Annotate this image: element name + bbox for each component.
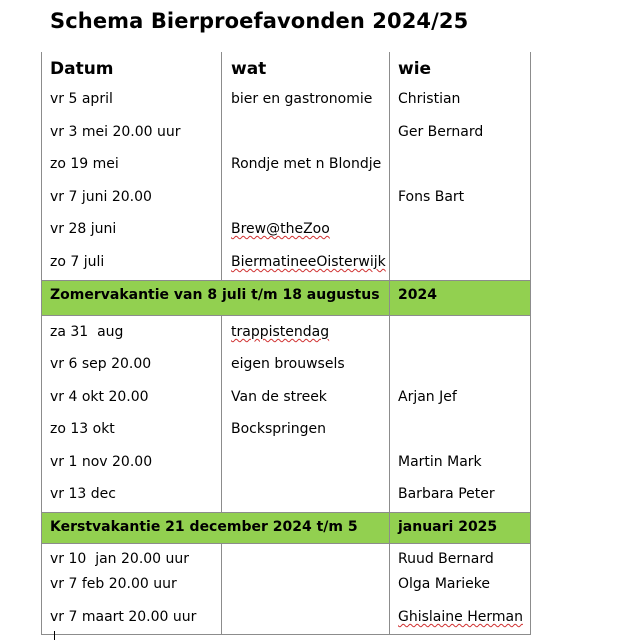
row-activity: Van de streek <box>231 389 327 405</box>
page-title: Schema Bierproefavonden 2024/25 <box>50 9 469 33</box>
row-date: vr 5 april <box>50 91 113 107</box>
header-wie: wie <box>398 59 432 79</box>
row-date: vr 7 juni 20.00 <box>50 189 152 205</box>
row-hosts: Christian <box>398 91 461 107</box>
row-activity: Brew@theZoo <box>231 221 330 237</box>
christmas-band-top <box>41 512 531 513</box>
row-activity: BiermatineeOisterwijk <box>231 254 386 270</box>
column-divider-1 <box>221 52 222 280</box>
column-divider-1c <box>221 543 222 635</box>
row-hosts: Ghislaine Herman <box>398 609 523 625</box>
row-date: zo 7 juli <box>50 254 105 270</box>
row-date: vr 4 okt 20.00 <box>50 389 149 405</box>
row-date: vr 3 mei 20.00 uur <box>50 124 181 140</box>
row-date: vr 13 dec <box>50 486 116 502</box>
row-date: vr 6 sep 20.00 <box>50 356 152 372</box>
row-hosts: Ruud Bernard <box>398 551 494 567</box>
table-border-left <box>41 52 42 635</box>
row-date: zo 13 okt <box>50 421 115 437</box>
row-date: za 31 aug <box>50 324 124 340</box>
row-activity: bier en gastronomie <box>231 91 373 107</box>
row-activity: Rondje met n Blondje <box>231 156 382 172</box>
row-hosts: Martin Mark <box>398 454 482 470</box>
summer-holiday-year: 2024 <box>398 287 437 303</box>
row-date: zo 19 mei <box>50 156 119 172</box>
row-date: vr 10 jan 20.00 uur <box>50 551 190 567</box>
column-divider-2 <box>389 52 390 635</box>
row-date: vr 7 feb 20.00 uur <box>50 576 177 592</box>
row-hosts: Arjan Jef <box>398 389 457 405</box>
christmas-holiday-text: Kerstvakantie 21 december 2024 t/m 5 <box>50 519 358 535</box>
header-datum: Datum <box>50 59 114 79</box>
row-hosts: Fons Bart <box>398 189 465 205</box>
row-hosts: Barbara Peter <box>398 486 495 502</box>
table-border-bottom <box>41 634 531 635</box>
summer-holiday-text: Zomervakantie van 8 juli t/m 18 augustus <box>50 287 380 303</box>
row-date: vr 28 juni <box>50 221 117 237</box>
row-date: vr 1 nov 20.00 <box>50 454 153 470</box>
christmas-holiday-end: januari 2025 <box>398 519 498 535</box>
summer-band-top <box>41 280 531 281</box>
row-activity: eigen brouwsels <box>231 356 345 372</box>
table-border-right <box>530 52 531 635</box>
header-wat: wat <box>231 59 267 79</box>
text-cursor <box>54 631 55 640</box>
column-divider-1b <box>221 315 222 512</box>
christmas-band-bottom <box>41 543 531 544</box>
row-activity: Bockspringen <box>231 421 327 437</box>
summer-band-bottom <box>41 315 531 316</box>
row-hosts: Olga Marieke <box>398 576 490 592</box>
row-activity: trappistendag <box>231 324 330 340</box>
row-date: vr 7 maart 20.00 uur <box>50 609 197 625</box>
row-hosts: Ger Bernard <box>398 124 484 140</box>
